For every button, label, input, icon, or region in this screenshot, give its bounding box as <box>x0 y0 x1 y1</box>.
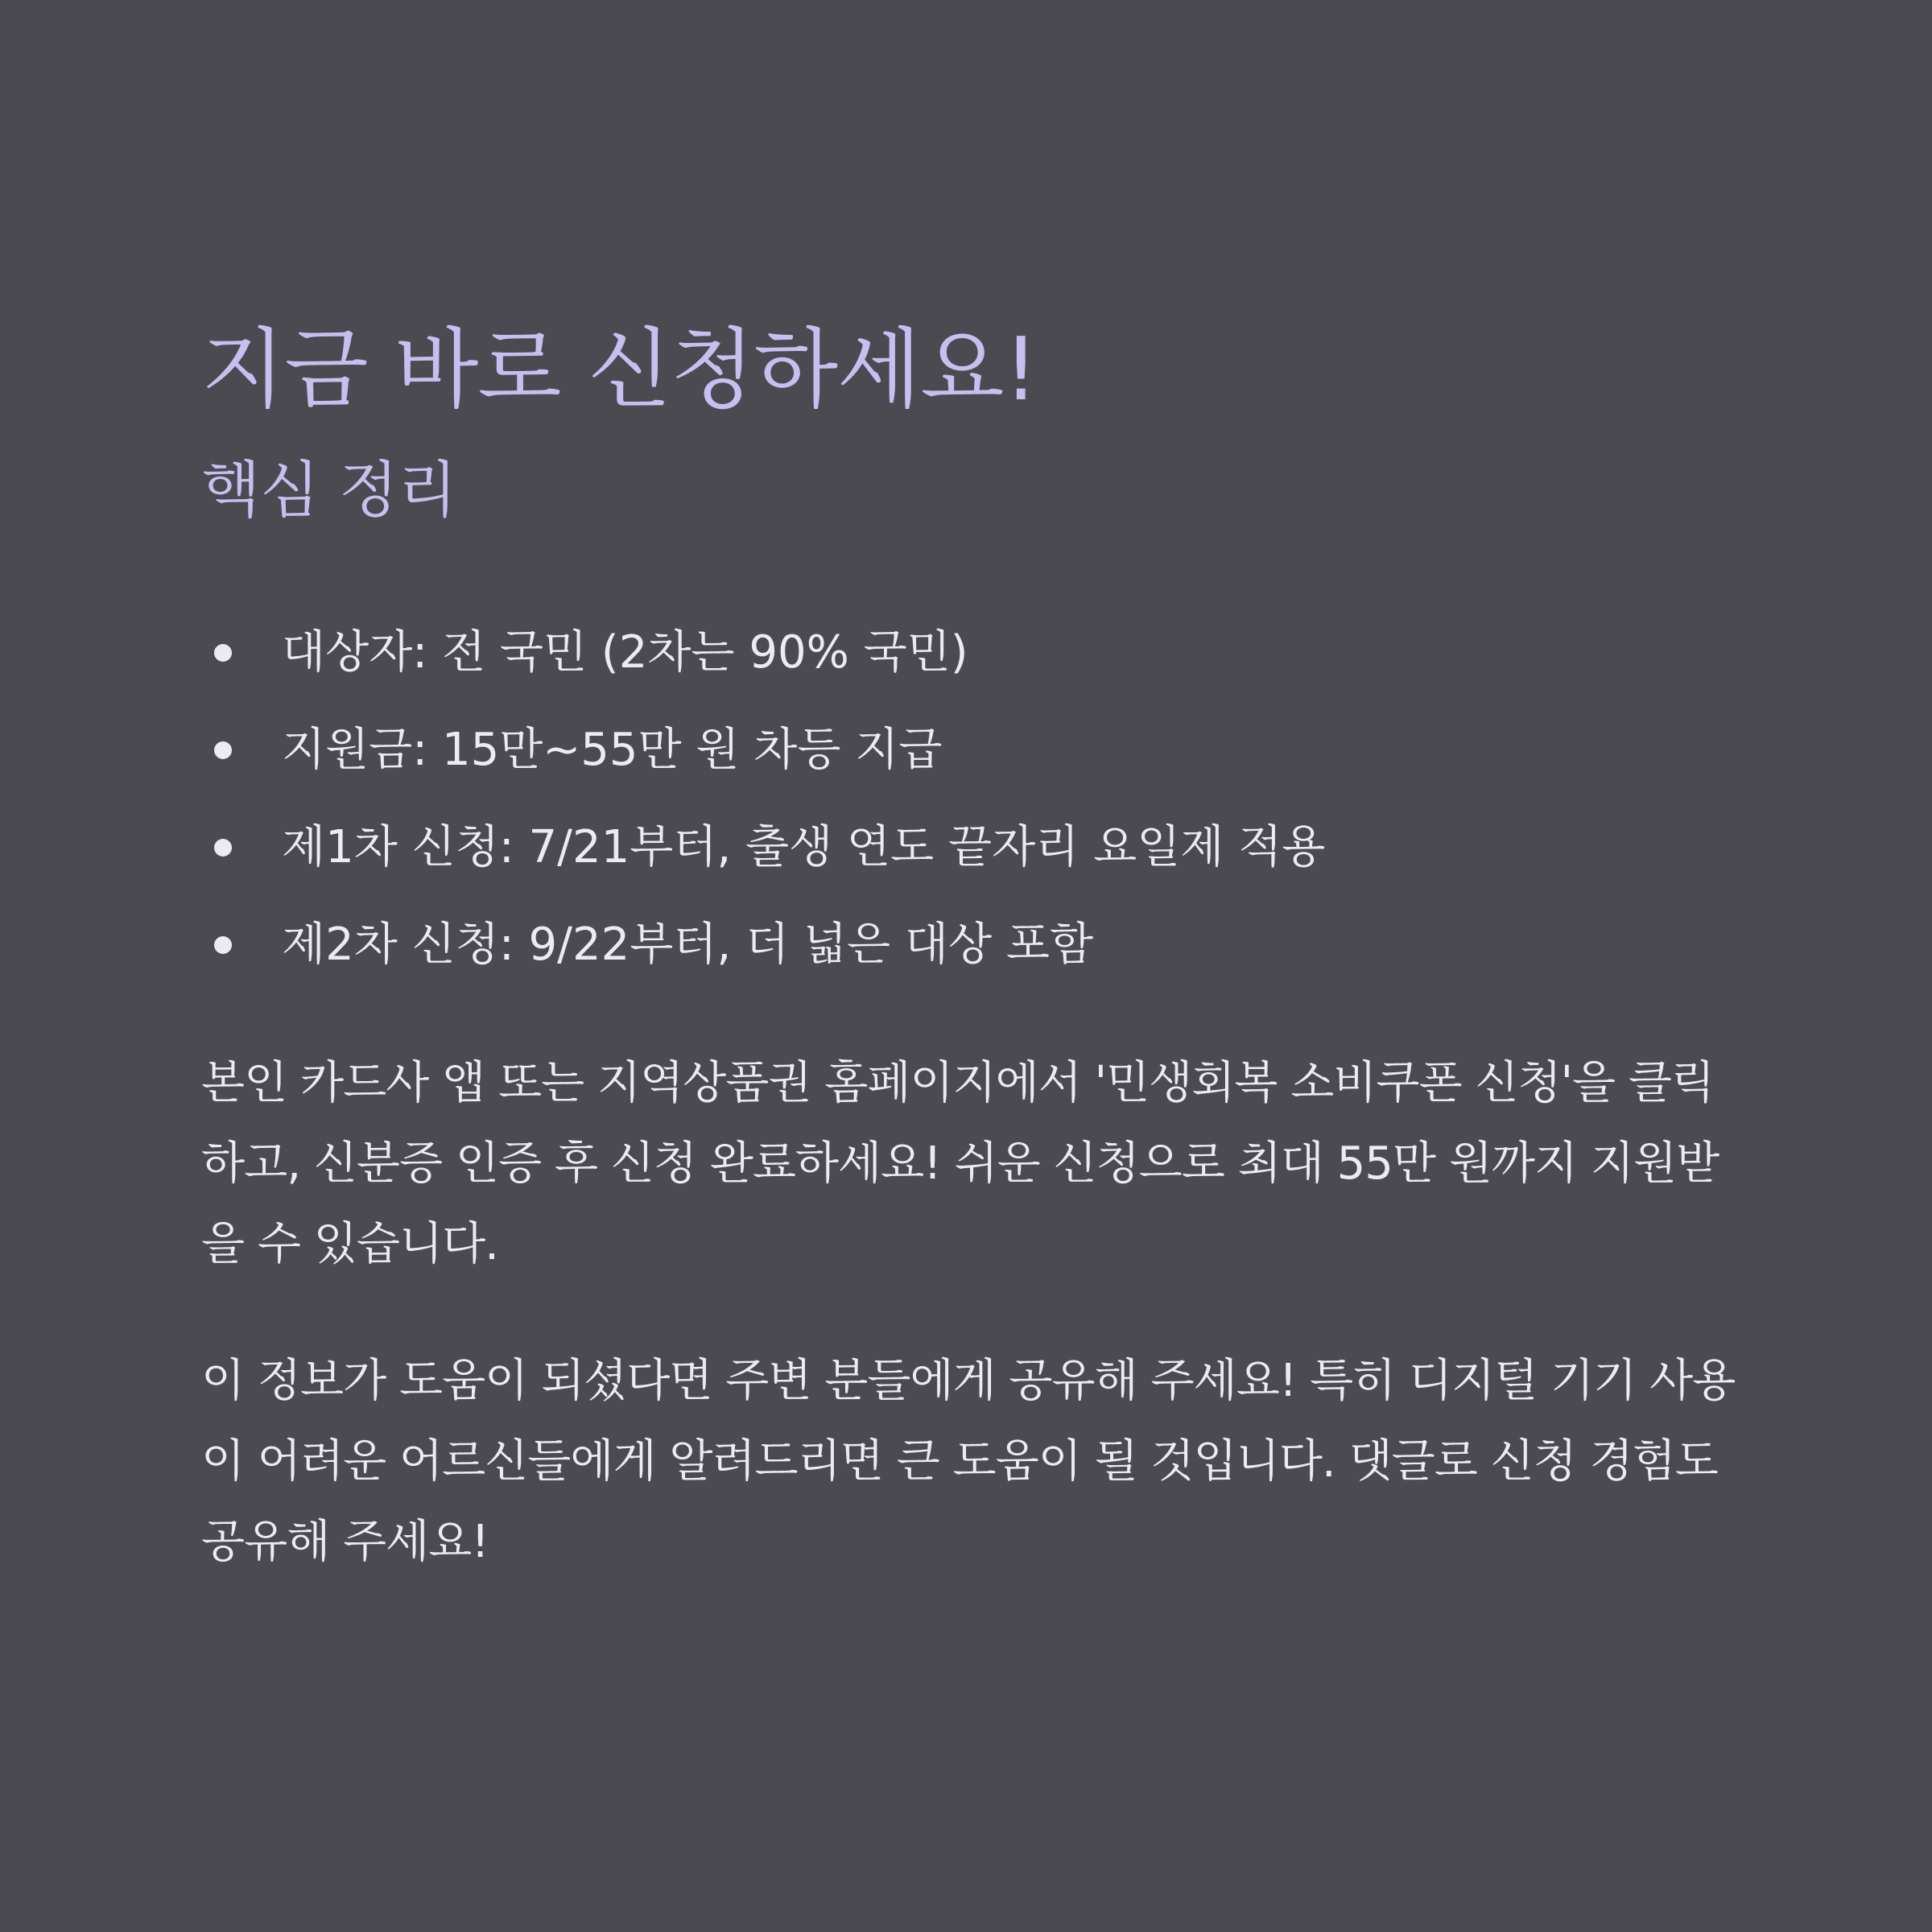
share-paragraph: 이 정보가 도움이 되셨다면 주변 분들에게 공유해 주세요! 특히 디지털 기기 사용이 어려운 어르신들에게 알려드리면 큰 도움이 될 것입니다. 댓글로 신청 경험도 공유해 주세요! <box>201 1355 1736 1568</box>
page-title: 지금 바로 신청하세요! <box>201 320 1038 420</box>
summary-item-text: 제2차 신청: 9/22부터, 더 넓은 대상 포함 <box>282 919 1094 971</box>
application-paragraph: 본인 카드사 앱 또는 지역상품권 홈페이지에서 '민생회복 소비쿠폰 신청'을 클릭하고, 신분증 인증 후 신청 완료하세요! 쉬운 신청으로 최대 55만 원까지 지원받을 수 있습니다. <box>201 1057 1719 1270</box>
bullet-icon <box>214 741 232 759</box>
bullet-icon <box>214 936 232 954</box>
summary-item-amount <box>201 701 1739 799</box>
summary-item-first-round <box>201 799 1739 896</box>
bullet-icon <box>214 644 232 662</box>
section-subtitle: 핵심 정리 <box>201 454 457 526</box>
main-content <box>201 314 1739 1583</box>
bullet-icon <box>214 839 232 857</box>
summary-item-text: 대상자: 전 국민 (2차는 90% 국민) <box>282 626 968 679</box>
summary-item-text: 지원금: 15만~55만 원 차등 지급 <box>282 724 943 776</box>
summary-item-second-round <box>201 896 1739 993</box>
summary-list <box>201 604 1739 993</box>
summary-item-text: 제1차 신청: 7/21부터, 출생 연도 끝자리 요일제 적용 <box>282 821 1326 873</box>
summary-item-target <box>201 604 1739 701</box>
